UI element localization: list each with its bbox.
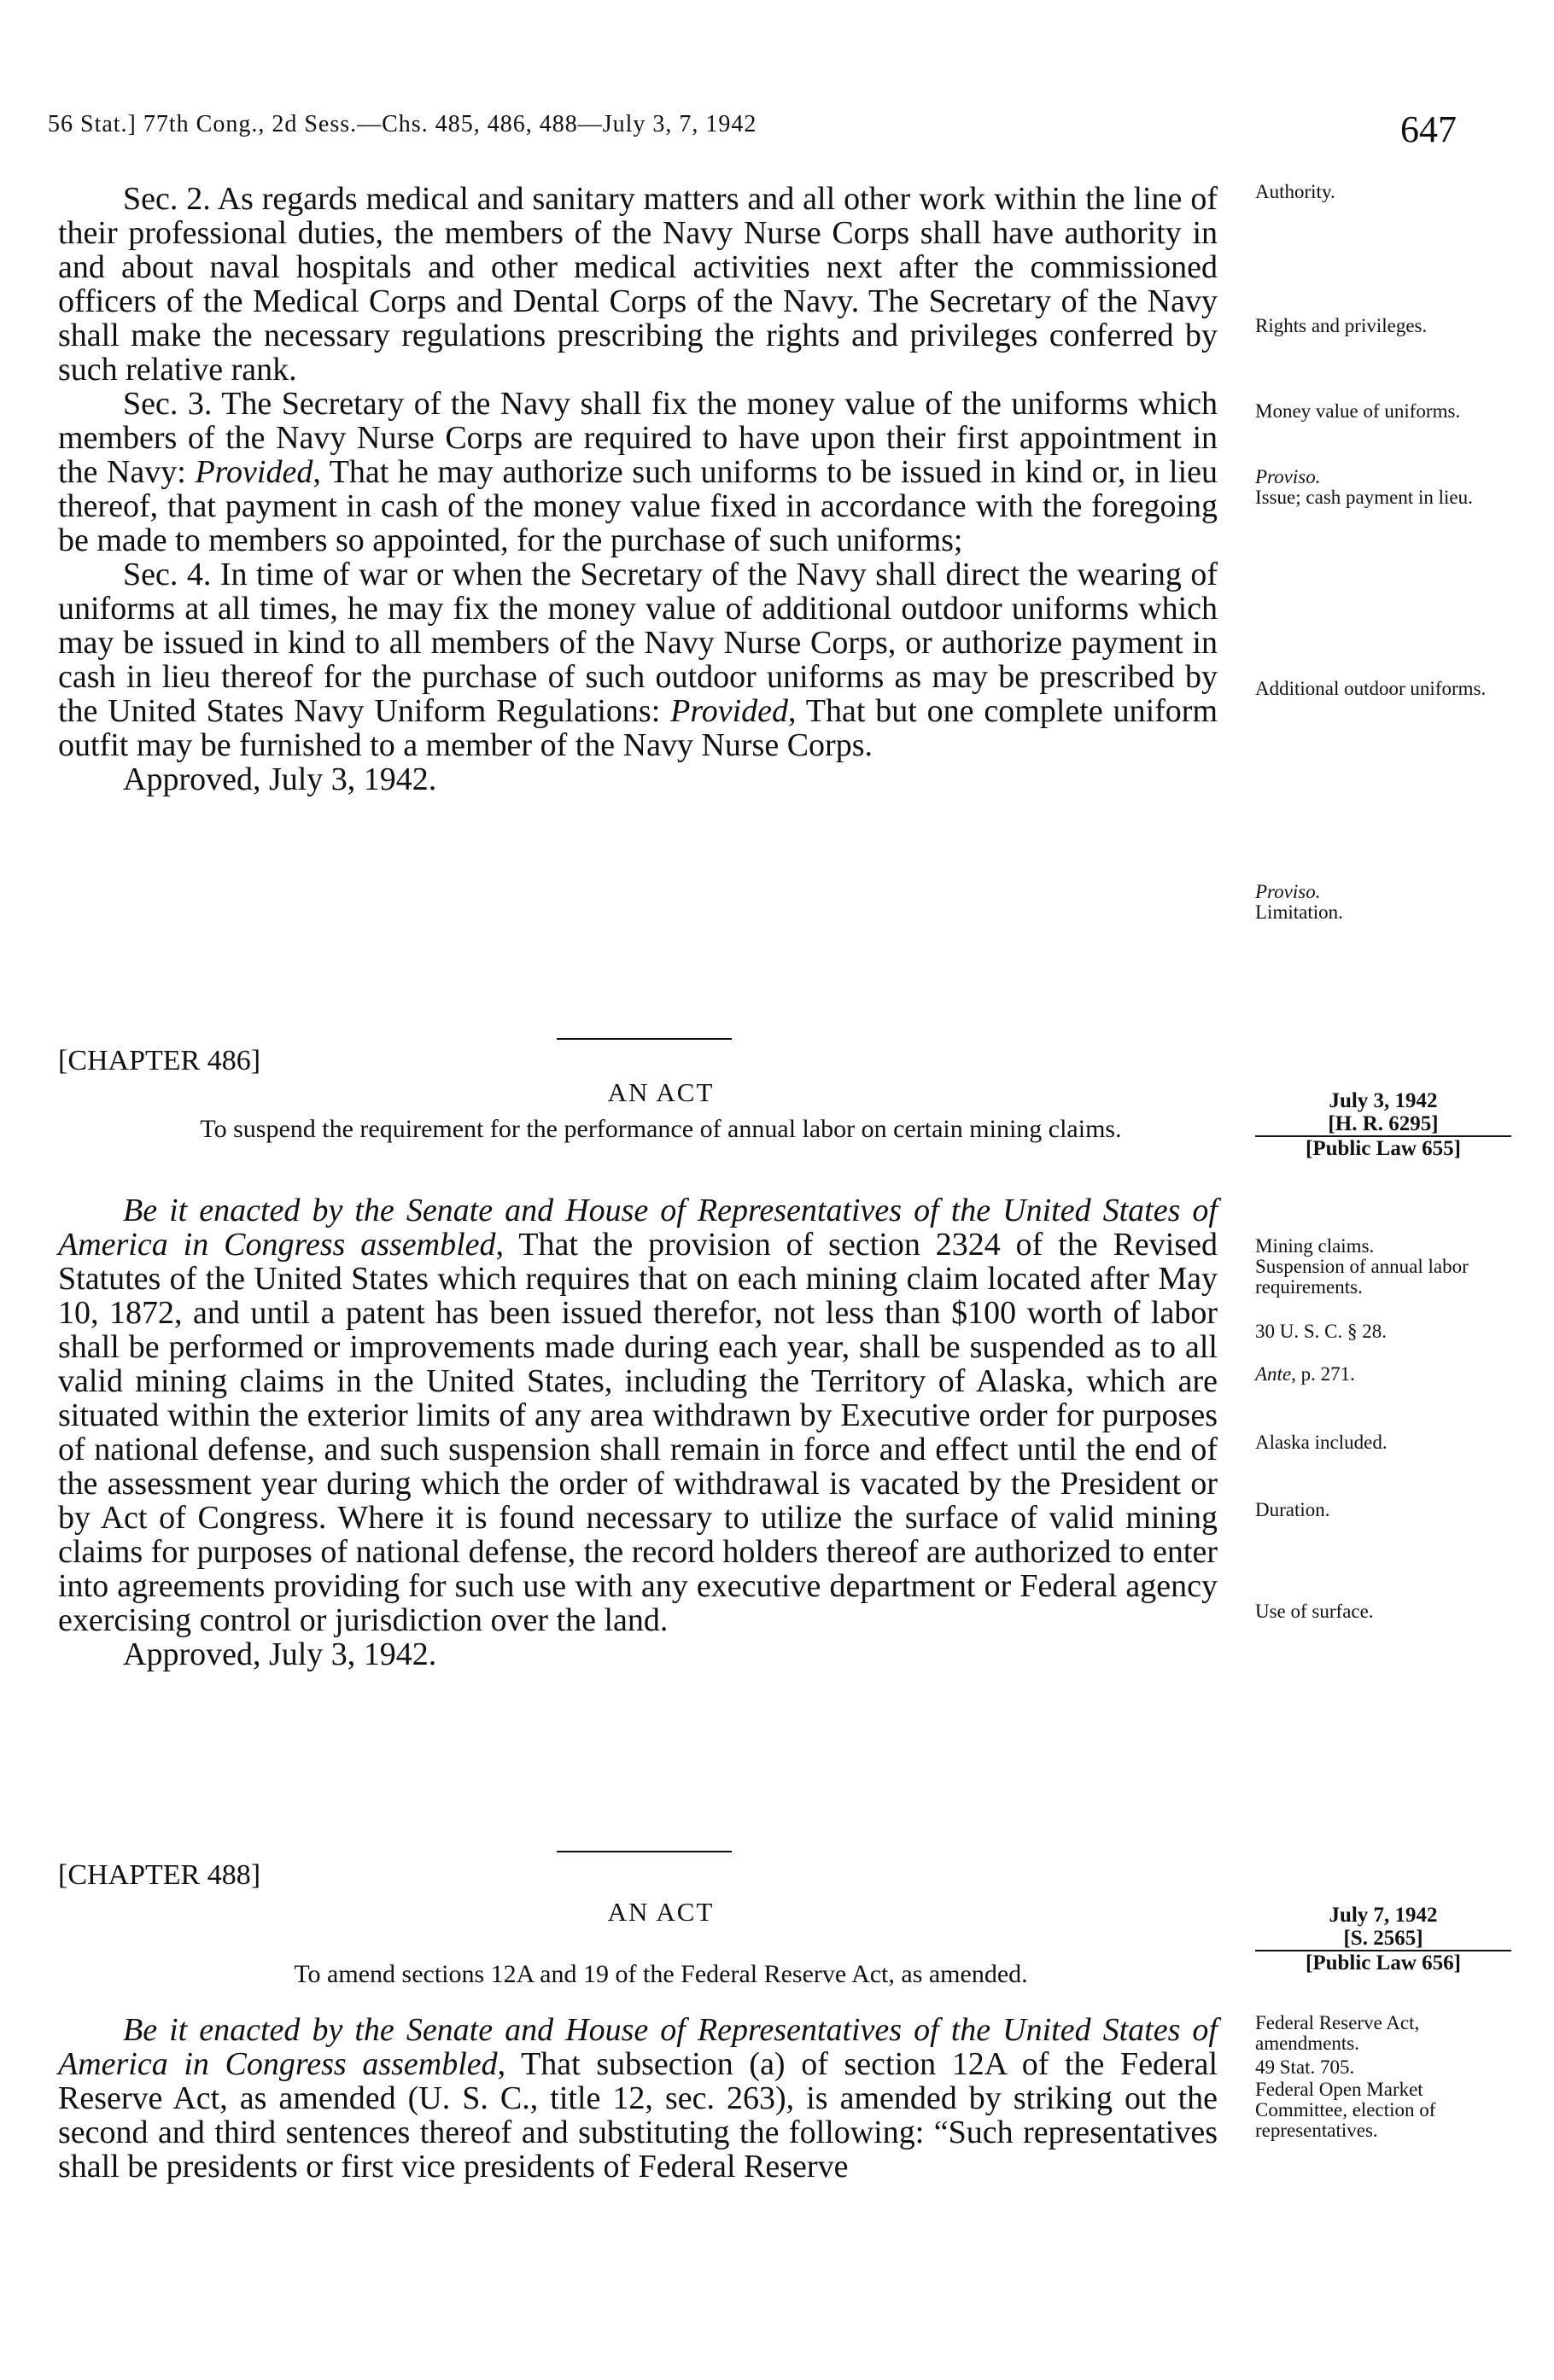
an-act-heading: AN ACT: [607, 1897, 715, 1927]
margin-note-duration: Duration.: [1255, 1499, 1330, 1520]
an-act-heading: AN ACT: [607, 1077, 715, 1107]
section-divider: [557, 1851, 732, 1852]
running-header: 56 Stat.] 77th Cong., 2d Sess.—Chs. 485, 486, 488—July 3, 7, 1942: [48, 111, 757, 137]
margin-note-rights: Rights and privileges.: [1255, 315, 1428, 336]
section-3: [58, 387, 1218, 557]
page-number: 647: [1400, 108, 1457, 150]
chapter-488-heading: [CHAPTER 488]: [58, 1859, 261, 1891]
margin-note-fomc: Federal Open Market Committee, election of representatives.: [1255, 2079, 1436, 2141]
act-text: , That the provision of section 2324 of the Revised Statutes of the United States which requires that on each mining claim located after May 10, 1872, and until a patent has been issued therefor, not less than $100 worth of labor shall be performed or improvements made during each year, shall be suspended as to all valid mining claims in the United States, including the Territory of Alaska, which are situated within the exterior limits of any area withdrawn by Executive order for purposes of national defense, and such suspension shall remain in force and effect until the end of the assessment year during which the order of withdrawal is vacated by the President or by Act of Congress. Where it is found necessary to utilize the surface of valid mining claims for purposes of national defense, the record holders thereof are authorized to enter into agreements providing for such use with any executive department or Federal agency exercising control or jurisdiction over the land.: [58, 1227, 1218, 1638]
chapter-488-body: [58, 2013, 1218, 2184]
approved-486: Approved, July 3, 1942.: [123, 1636, 437, 1672]
margin-note-authority: Authority.: [1255, 181, 1335, 202]
margin-note-surface: Use of surface.: [1255, 1601, 1374, 1622]
chapter-486-date-block: July 3, 1942 [H. R. 6295] [Public Law 655]: [1255, 1089, 1511, 1160]
chapter-488-date-block: July 7, 1942 [S. 2565] [Public Law 656]: [1255, 1904, 1511, 1975]
proviso-word: Provided: [670, 693, 789, 729]
chapter-486-heading: [CHAPTER 486]: [58, 1045, 261, 1076]
enacting-clause: Be it enacted by the Senate and House of Representatives of the United States of America in Congress assembled: [58, 2012, 1218, 2082]
margin-note-stat: 49 Stat. 705.: [1255, 2056, 1355, 2078]
margin-note-proviso: Proviso. Limitation.: [1255, 881, 1343, 923]
margin-note-federal-reserve: Federal Reserve Act, amendments.: [1255, 2012, 1420, 2054]
section-divider: [557, 1038, 732, 1040]
margin-note-proviso: Proviso. Issue; cash payment in lieu.: [1255, 466, 1473, 508]
margin-note-alaska: Alaska included.: [1255, 1432, 1388, 1453]
margin-note-ante: Ante, p. 271.: [1255, 1363, 1355, 1385]
section-3-text-a: Sec. 3. The Secretary of the Navy shall fix the money value of the uniforms which members of the Navy Nurse Corps are required to have upon their first appointment in the Navy:: [58, 386, 1218, 490]
margin-note-mining: Mining claims.: [1255, 1235, 1375, 1257]
chapter-485-body: [58, 182, 1218, 796]
act-purpose: To suspend the requirement for the performance of annual labor on certain mining claims.: [200, 1115, 1122, 1143]
act-purpose: To amend sections 12A and 19 of the Federal Reserve Act, as amended.: [294, 1960, 1028, 1988]
section-3-text-b: , That he may authorize such uniforms to be issued in kind or, in lieu thereof, that payment in cash of the money value fixed in accordance with the foregoing be made to members so appointed, for the purchase of such uniforms;: [58, 454, 1218, 558]
section-4-text-a: Sec. 4. In time of war or when the Secretary of the Navy shall direct the wearing of uniforms at all times, he may fix the money value of additional outdoor uniforms which may be issued in kind to all members of the Navy Nurse Corps, or authorize payment in cash in lieu thereof for the purchase of such outdoor uniforms as may be prescribed by the United States Navy Uniform Regulations:: [58, 557, 1218, 729]
chapter-486-body: [58, 1193, 1218, 1671]
margin-note-additional: Additional outdoor uniforms.: [1255, 678, 1487, 699]
approved-485: Approved, July 3, 1942.: [123, 761, 437, 797]
act-text: , That subsection (a) of section 12A of the Federal Reserve Act, as amended (U. S. C., title 12, sec. 263), is amended by striking out the second and third sentences thereof and substituting the following: “Such representatives shall be presidents or first vice presidents of Federal Reserve: [58, 2046, 1218, 2185]
proviso-word: Provided: [195, 454, 313, 490]
section-4-text-b: , That but one complete uniform outfit may be furnished to a member of the Navy Nurse Corps.: [58, 693, 1218, 763]
margin-note-usc: 30 U. S. C. § 28.: [1255, 1321, 1387, 1342]
margin-note-money-value: Money value of uniforms.: [1255, 400, 1461, 422]
enacting-clause: Be it enacted by the Senate and House of Representatives of the United States of America in Congress assembled: [58, 1193, 1218, 1263]
margin-note-suspension: Suspension of annual labor requirements.: [1255, 1256, 1469, 1298]
section-2: Sec. 2. As regards medical and sanitary matters and all other work within the line of their professional duties, the members of the Navy Nurse Corps shall have authority in and about naval hospitals and other medical activities next after the commissioned officers of the Medical Corps and Dental Corps of the Navy. The Secretary of the Navy shall make the necessary regulations prescribing the rights and privileges conferred by such relative rank.: [58, 181, 1218, 388]
section-4: [58, 557, 1218, 762]
